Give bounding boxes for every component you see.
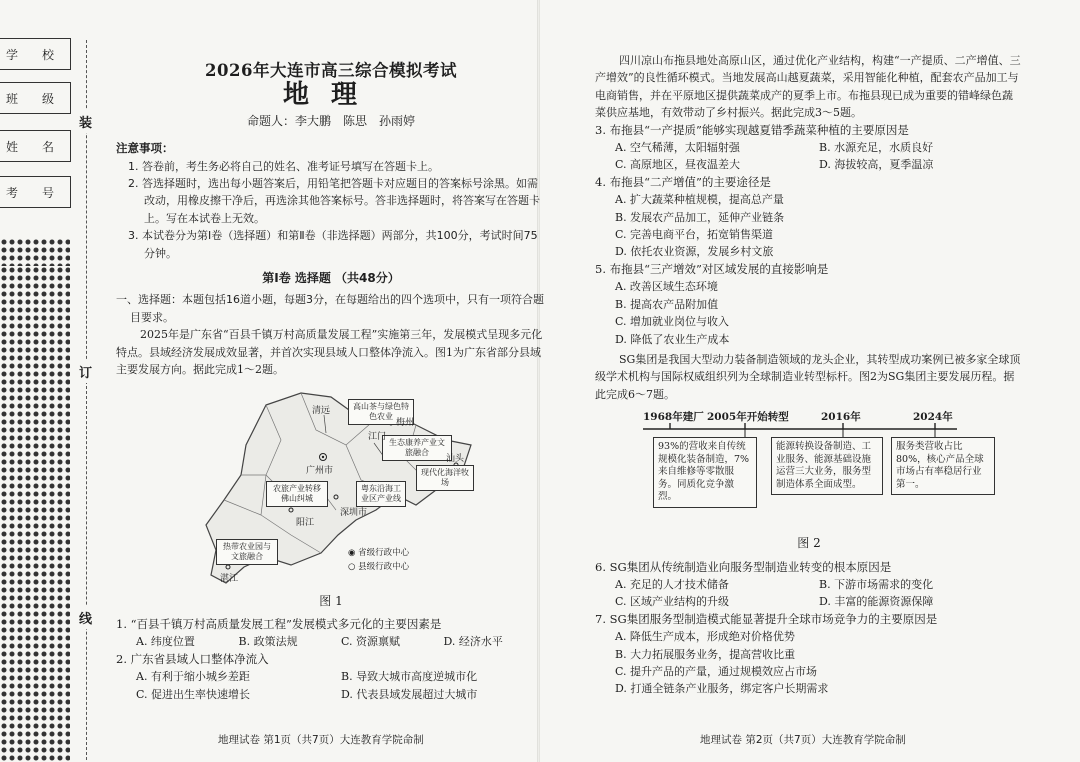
binding-mark-zhuang: 装: [79, 110, 92, 133]
legend-county-center: ○ 县级行政中心: [348, 561, 410, 572]
page-1: [116, 56, 546, 703]
footer-page-1: 地理试卷 第1页（共7页）大连教育学院命制: [218, 734, 424, 746]
city-shantou: 汕头: [446, 453, 465, 464]
q4-option-b[interactable]: B. 发展农产品加工，延伸产业链条: [615, 210, 785, 224]
q3-option-d[interactable]: D. 海拔较高，夏季温凉: [819, 158, 934, 172]
q7-option-a[interactable]: A. 降低生产成本，形成绝对价格优势: [615, 630, 795, 644]
q3-option-a[interactable]: A. 空气稀薄，太阳辐射强: [615, 141, 740, 155]
q2-option-a[interactable]: A. 有利于缩小城乡差距: [136, 670, 250, 684]
q2-option-d[interactable]: D. 代表县域发展超过大城市: [341, 687, 478, 701]
q6-option-a[interactable]: A. 充足的人才技术储备: [615, 577, 729, 591]
city-zhanjiang: 湛江: [220, 573, 239, 584]
figure-2-timeline: [595, 409, 1023, 533]
binding-dash-line: [86, 40, 87, 760]
guangdong-map-shape: [116, 385, 546, 591]
question-1-options: [116, 633, 546, 650]
city-yangjiang: 阳江: [296, 517, 315, 528]
question-5: 5. 布拖县“三产增效”对区域发展的直接影响是: [595, 261, 829, 276]
figure-1-caption: 图 1: [319, 593, 343, 608]
figure-2-caption: 图 2: [797, 536, 821, 551]
q4-option-c[interactable]: C. 完善电商平台，拓宽销售渠道: [615, 228, 774, 242]
map-label-2: 生态康养产业文旅融合: [382, 435, 452, 461]
exam-number-field[interactable]: 考 号: [0, 176, 71, 208]
timeline-year-2024: 2024年: [913, 411, 953, 424]
section-title: 第Ⅰ卷 选择题 （共48分）: [262, 271, 400, 286]
q6-option-d[interactable]: D. 丰富的能源资源保障: [819, 595, 934, 609]
school-field[interactable]: 学 校: [0, 38, 71, 70]
q7-option-b[interactable]: B. 大力拓展服务业务，提高营收比重: [615, 647, 796, 661]
q2-option-b[interactable]: B. 导致大城市高度逆城市化: [341, 670, 478, 684]
q4-option-d[interactable]: D. 依托农业资源，发展乡村文旅: [615, 245, 774, 259]
footer-page-2: 地理试卷 第2页（共7页）大连教育学院命制: [700, 734, 906, 746]
city-meizhou: 梅州: [396, 417, 415, 428]
exam-title: 2026年大连市高三综合模拟考试: [205, 61, 457, 80]
q1-option-c[interactable]: C. 资源禀赋: [341, 635, 401, 649]
map-label-3: 农旅产业转移佛山纠城: [266, 481, 328, 507]
timeline-box-3: 服务类营收占比80%，核心产品全球市场占有率稳居行业第一。: [891, 437, 995, 495]
q3-option-b[interactable]: B. 水源充足，水质良好: [819, 141, 934, 155]
q1-option-d[interactable]: D. 经济水平: [443, 635, 503, 649]
notes-heading: 注意事项：: [116, 141, 174, 156]
q1-option-a[interactable]: A. 纬度位置: [136, 635, 195, 649]
question-3: 3. 布拖县“一产提质”能够实现越夏错季蔬菜种植的主要原因是: [595, 122, 909, 137]
passage-q1-2: 2025年是广东省“百县千镇万村高质量发展工程”实施第三年，发展模式呈现多元化特点。县域经济发展成效显著，并首次实现县域人口整体净流入。图1为广东省部分县域主要发展方向。据此完成1～2题。: [116, 328, 543, 377]
timeline-year-1968: 1968年建厂: [643, 411, 704, 424]
note-2: 2. 答选择题时，选出每小题答案后，用铅笔把答题卡对应题目的答案标号涂黑。如需改动，用橡皮擦干净后，再选涂其他答案标号。答非选择题时，将答案写在答题卡上。写在本试卷上无效。: [128, 177, 540, 225]
binding-mark-xian: 线: [79, 606, 92, 629]
question-2: 2. 广东省县域人口整体净流入: [116, 651, 269, 666]
page-2: [595, 52, 1023, 698]
class-field[interactable]: 班 级: [0, 82, 71, 114]
city-qingyuan: 清远: [312, 405, 331, 416]
q7-option-d[interactable]: D. 打通全链条产业服务，绑定客户长期需求: [615, 682, 829, 696]
subject-title: 地理: [282, 80, 379, 111]
q4-option-a[interactable]: A. 扩大蔬菜种植规模，提高总产量: [615, 193, 784, 207]
q2-option-c[interactable]: C. 促进出生率快速增长: [136, 687, 251, 701]
city-shenzhen: 深圳市: [340, 507, 368, 518]
map-label-6: 热带农业园与文旅融合: [216, 539, 278, 565]
timeline-year-2005: 2005年开始转型: [707, 411, 789, 424]
q6-option-c[interactable]: C. 区域产业结构的升级: [615, 595, 730, 609]
passage-q6-7: SG集团是我国大型动力装备制造领域的龙头企业，其转型成功案例已被多家全球顶级学术机构与国际权威组织列为全球制造业转型标杆。图2为SG集团主要发展历程。据此完成6～7题。: [595, 352, 1021, 401]
question-4: 4. 布拖县“二产增值”的主要途径是: [595, 174, 771, 189]
question-1: 1. “百县千镇万村高质量发展工程”发展模式多元化的主要因素是: [116, 616, 442, 631]
question-6-options: [595, 576, 1023, 611]
city-guangzhou: 广州市: [306, 465, 334, 476]
binding-mark-ding: 订: [79, 360, 92, 383]
map-label-5: 现代化海洋牧场: [416, 465, 474, 491]
timeline-box-1: 93%的营收来自传统规模化装备制造，7%来自维修等零散服务。同质化竞争激烈。: [653, 437, 757, 508]
question-3-options: [595, 139, 1023, 174]
q6-option-b[interactable]: B. 下游市场需求的变化: [819, 577, 934, 591]
q5-option-a[interactable]: A. 改善区域生态环境: [615, 280, 718, 294]
timeline-box-2: 能源转换设备制造、工业服务、能源基础设施运营三大业务，服务型制造体系全面成型。: [771, 437, 883, 495]
map-label-1: 高山茶与绿色特色农业: [348, 399, 414, 425]
city-jiangmen: 江门: [368, 431, 387, 442]
q1-option-b[interactable]: B. 政策法规: [238, 635, 298, 649]
question-6: 6. SG集团从传统制造业向服务型制造业转变的根本原因是: [595, 559, 892, 574]
instruction: 一、选择题：本题包括16道小题，每题3分，在每题给出的四个选项中，只有一项符合题目要求。: [116, 293, 544, 324]
q5-option-b[interactable]: B. 提高农产品附加值: [615, 297, 719, 311]
figure-1-map: [116, 385, 546, 591]
question-2-options: [116, 668, 546, 703]
timeline-year-2016: 2016年: [821, 411, 861, 424]
name-field[interactable]: 姓 名: [0, 130, 71, 162]
q5-option-c[interactable]: C. 增加就业岗位与收入: [615, 315, 730, 329]
decorative-pattern: [0, 266, 70, 762]
note-1: 1. 答卷前，考生务必将自己的姓名、准考证号填写在答题卡上。: [128, 159, 439, 173]
decorative-pattern-top: [0, 238, 70, 266]
passage-q3-5: 四川凉山布拖县地处高原山区，通过优化产业结构，构建“一产提质、二产增值、三产增效”的良性循环模式。当地发展高山越夏蔬菜，采用智能化种植，配套农产品加工与电商销售，并在平原地区提供蔬菜成产的夏季上市。布拖县现已成为重要的错峰绿色蔬菜供应基地，有效带动了乡村振兴。据此完成3～5题。: [595, 54, 1021, 120]
question-7: 7. SG集团服务型制造模式能显著提升全球市场竞争力的主要原因是: [595, 611, 938, 626]
q7-option-c[interactable]: C. 提升产品的产量，通过规模效应占市场: [615, 664, 818, 678]
note-3: 3. 本试卷分为第Ⅰ卷（选择题）和第Ⅱ卷（非选择题）两部分，共100分，考试时间75分钟。: [128, 229, 538, 260]
legend-province-center: ◉ 省级行政中心: [348, 547, 410, 558]
map-label-4: 粤东沿海工业区产业线: [356, 481, 406, 507]
q3-option-c[interactable]: C. 高原地区，昼夜温差大: [615, 158, 741, 172]
q5-option-d[interactable]: D. 降低了农业生产成本: [615, 332, 730, 346]
authors: 命题人：李大鹏 陈思 孙雨婷: [246, 113, 415, 128]
binding-strip: [0, 38, 72, 762]
